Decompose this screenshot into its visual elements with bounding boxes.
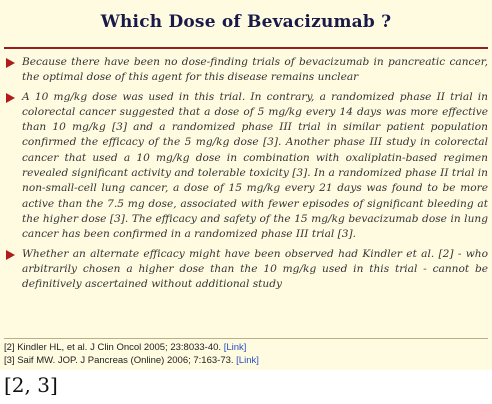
- references-divider: [4, 338, 488, 339]
- arrow-bullet-icon: [6, 93, 15, 103]
- reference-item: [4, 341, 488, 354]
- reference-text: [3] Saif MW. JOP. J Pancreas (Online) 2006; 7:163-73.: [4, 355, 237, 366]
- arrow-bullet-icon: [6, 250, 15, 260]
- slide-title: Which Dose of Bevacizumab ?: [100, 12, 392, 32]
- arrow-bullet-icon: [6, 58, 15, 68]
- bullet-item: [4, 55, 488, 86]
- reference-text: [2] Kindler HL, et al. J Clin Oncol 2005; 23:8033-40.: [4, 342, 224, 353]
- reference-item: [4, 354, 488, 367]
- reference-link[interactable]: [Link]: [236, 355, 259, 366]
- bullet-item: [4, 90, 488, 243]
- bullet-text: Because there have been no dose-finding trials of bevacizumab in pancreatic cancer, the optimal dose of this agent for this disease remains unclear: [22, 56, 488, 84]
- bullet-list: [4, 55, 488, 296]
- title-divider: [4, 47, 488, 49]
- references: [4, 341, 488, 367]
- bullet-item: [4, 247, 488, 293]
- citation-caption: [2, 3]: [4, 373, 58, 397]
- bullet-text: Whether an alternate efficacy might have been observed had Kindler et al. [2] - who arbitrarily chosen a higher dose than the 10 mg/kg used in this trial - cannot be definitively ascertained without additional study: [22, 247, 488, 291]
- reference-link[interactable]: [Link]: [223, 342, 247, 353]
- bullet-text: A 10 mg/kg dose was used in this trial. In contrary, a randomized phase II trial in colorectal cancer suggested that a dose of 5 mg/kg every 14 days was more effective than 10 mg/kg [3] and a randomized phase III trial in similar patient population confirmed the efficacy of the 5 mg/kg dose [3]. Another phase III study in colorectal cancer that used a 10 mg/kg dose in combination with oxaliplatin-based regimen revealed significant activity and tolerable toxicity [3]. In a randomized phase II trial in non-small-cell lung cancer, a dose of 15 mg/kg every 21 days was found to be more active than the 7.5 mg dose, associated with fewer episodes of significant bleeding at the higher dose [3]. The efficacy and safety of the 15 mg/kg bevacizumab dose in lung cancer has been confirmed in a randomized phase III trial [3].: [22, 90, 488, 241]
